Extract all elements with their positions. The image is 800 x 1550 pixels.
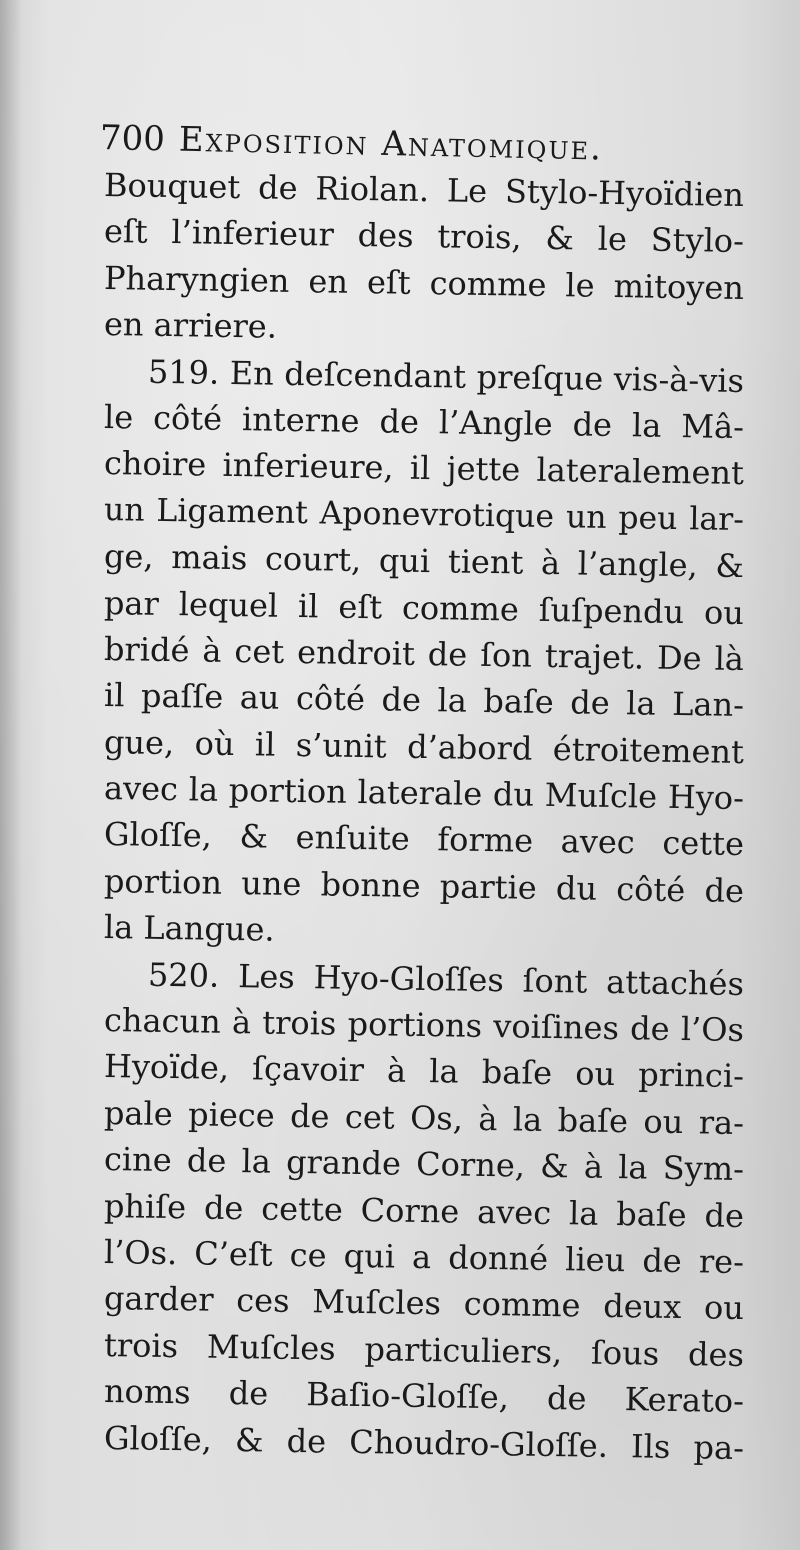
text-line: trois Muſcles particuliers, ſous des: [103, 1325, 745, 1374]
body-text: [103, 162, 745, 1467]
page-number: 700: [99, 118, 166, 160]
text-line: garder ces Muſcles comme deux ou: [103, 1279, 745, 1328]
text-line: bridé à cet endroit de ſon trajet. De là: [103, 629, 745, 678]
text-line: eſt l’inferieur des trois, & le Stylo-: [103, 212, 745, 261]
text-line: portion une bonne partie du côté de: [103, 861, 745, 910]
text-line: il paſſe au côté de la baſe de la Lan-: [103, 676, 745, 725]
text-line: Gloſſe, & enſuite forme avec cette: [103, 815, 745, 864]
text-line: un Ligament Aponevrotique un peu lar-: [103, 491, 745, 538]
text-line: par lequel il eſt comme ſuſpendu ou: [103, 583, 745, 632]
page-fold-shadow: [0, 0, 22, 1550]
text-line: le côté interne de l’Angle de la Mâ-: [103, 397, 745, 447]
text-line: Bouquet de Riolan. Le Stylo-Hyoïdien: [103, 166, 745, 215]
text-line: chacun à trois portions voiſines de l’Os: [103, 1001, 745, 1050]
paragraph-519-start: 519. En deſcendant preſque vis-à-vis: [147, 352, 745, 400]
text-line: Hyoïde, ſçavoir à la baſe ou princi-: [103, 1047, 745, 1096]
text-line: pale piece de cet Os, à la baſe ou ra-: [103, 1093, 745, 1142]
text-line: ge, mais court, qui tient à l’angle, &: [103, 537, 745, 586]
text-line: Pharyngien en eſt comme le mitoyen: [103, 258, 745, 307]
text-line: en arriere.: [103, 305, 278, 346]
text-line: gue, où il s’unit d’abord étroitement: [103, 722, 745, 771]
text-line: choire inferieure, il jette lateralement: [103, 444, 745, 493]
text-line: noms de Baſio-Gloſſe, de Kerato-: [103, 1372, 745, 1421]
paragraph-520-start: 520. Les Hyo-Gloſſes ſont attachés: [147, 955, 745, 1003]
text-line: Gloſſe, & de Choudro-Gloſſe. Ils pa-: [103, 1418, 745, 1467]
text-line: phiſe de cette Corne avec la baſe de: [103, 1186, 745, 1235]
running-title: Exposition Anatomique.: [178, 119, 604, 169]
text-line: cine de la grande Corne, & à la Sym-: [103, 1140, 745, 1189]
text-line: la Langue.: [103, 908, 275, 949]
text-line: l’Os. C’eſt ce qui a donné lieu de re-: [103, 1232, 745, 1282]
text-line: avec la portion laterale du Muſcle Hyo-: [103, 769, 745, 818]
